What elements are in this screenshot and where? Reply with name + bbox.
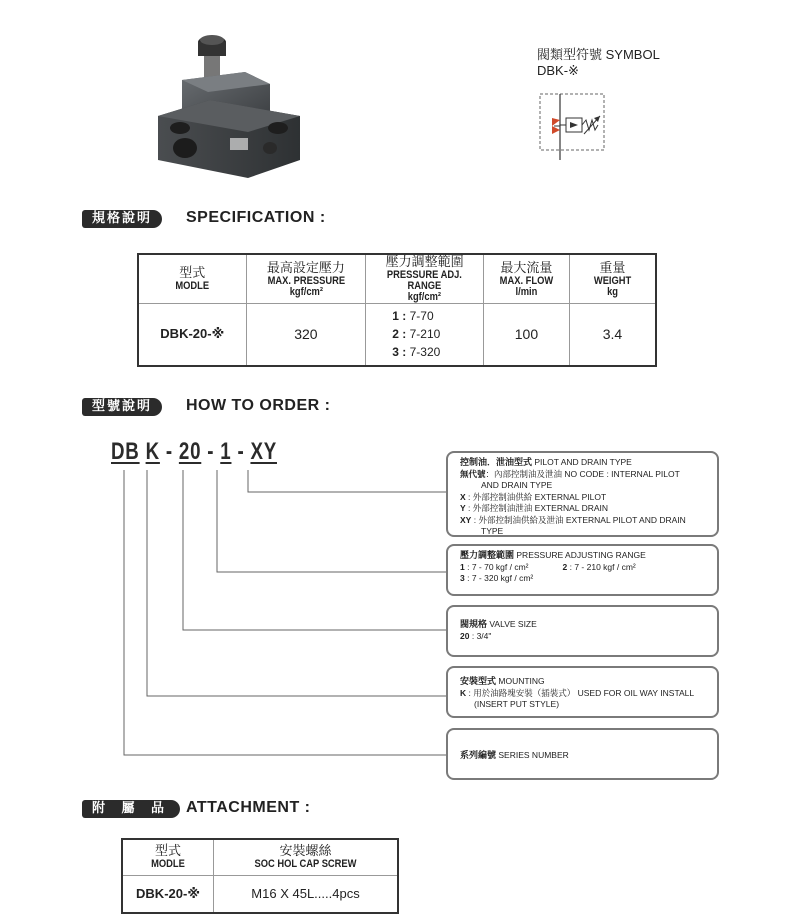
spec-range-2: 2 : 7-210 (392, 327, 441, 342)
pressure-range-box: 壓力調整範圍 PRESSURE ADJUSTING RANGE 1 : 7 - 70 kgf / cm² 2 : 7 - 210 kgf / cm² 3 : 7 - 320 kgf / cm² (446, 544, 719, 596)
pressure-line-1-2: 1 : 7 - 70 kgf / cm² 2 : 7 - 210 kgf / cm² (460, 561, 636, 572)
spec-range-3: 3 : 7-320 (392, 345, 441, 360)
spec-weight: 3.4 (569, 304, 656, 366)
spec-header-model: 型式 MODLE (138, 254, 246, 304)
spec-header-row (138, 254, 656, 304)
code-part-pilot: XY (250, 438, 277, 465)
pilot-line-nocode: 無代號：內部控制油及泄油 NO CODE : INTERNAL PILOT (460, 468, 680, 479)
valve-size-box: 閥規格 VALVE SIZE 20 : 3/4" (446, 605, 719, 657)
spec-data-row (138, 304, 656, 366)
attachment-data-row (122, 875, 398, 913)
pilot-line-x: X : 外部控制油供給 EXTERNAL PILOT (460, 491, 607, 502)
valve-product-image (150, 20, 310, 185)
attach-header-model: 型式 MODLE (122, 839, 214, 875)
pilot-line-y: Y : 外部控制油泄油 EXTERNAL DRAIN (460, 503, 609, 513)
spec-header-range: 壓力調整範圍 PRESSURE ADJ. RANGE kgf/cm² (366, 254, 484, 304)
spec-header-pressure: 最高設定壓力 MAX. PRESSURE kgf/cm² (246, 254, 366, 304)
spec-badge: 規格說明 (82, 210, 162, 228)
attachment-table (121, 838, 399, 914)
code-part-mounting: K (145, 438, 160, 465)
attachment-header-row (122, 839, 398, 875)
series-box: 系列編號 SERIES NUMBER (446, 728, 719, 780)
attachment-title: ATTACHMENT : (186, 799, 311, 816)
attach-header-screw: 安裝螺絲 SOC HOL CAP SCREW (214, 839, 399, 875)
spec-range-list (366, 304, 484, 366)
code-part-series: DB (111, 438, 140, 465)
symbol-heading: 閥類型符號 SYMBOL (537, 47, 660, 62)
code-part-size: 20 (178, 438, 202, 465)
spec-range-1: 1 : 7-70 (392, 309, 434, 324)
order-code: DB K - 20 - 1 - XY (111, 438, 277, 465)
specification-table (137, 253, 657, 367)
attach-screw: M16 X 45L.....4pcs (214, 875, 399, 913)
pilot-line-xy-cont: TYPE (481, 526, 504, 536)
attach-model: DBK-20-※ (122, 875, 214, 913)
attachment-badge: 附 屬 品 (82, 800, 180, 818)
mounting-box: 安裝型式 MOUNTING K : 用於油路塊安裝（插裝式） USED FOR OIL WAY INSTALL (INSERT PUT STYLE) (446, 666, 719, 718)
spec-header-flow: 最大流量 MAX. FLOW l/min (484, 254, 570, 304)
order-badge: 型號說明 (82, 398, 162, 416)
pressure-line-3: 3 : 7 - 320 kgf / cm² (460, 573, 534, 583)
spec-model: DBK-20-※ (138, 304, 246, 366)
pilot-line-nocode-cont: AND DRAIN TYPE (481, 480, 553, 490)
hydraulic-symbol-diagram (530, 90, 610, 162)
spec-title: SPECIFICATION : (186, 209, 326, 226)
spec-header-weight: 重量 WEIGHT kg (569, 254, 656, 304)
order-title: HOW TO ORDER : (186, 397, 331, 414)
pilot-drain-box: 控制油．泄油型式 PILOT AND DRAIN TYPE 無代號：內部控制油及泄油 NO CODE : INTERNAL PILOT AND DRAIN TYPE X : 外部控制油供給 EXTERNAL PILOT Y : 外部控制油泄油 EXTERNAL DRAIN XY : 外部控制油供給及泄油 EXTERNAL PILOT AND DRAIN TYPE (446, 451, 719, 537)
spec-max-flow: 100 (484, 304, 570, 366)
code-part-pressure: 1 (220, 438, 232, 465)
symbol-model: DBK-※ (537, 63, 579, 78)
spec-max-pressure: 320 (246, 304, 366, 366)
symbol-title (537, 47, 660, 79)
pilot-line-xy: XY : 外部控制油供給及泄油 EXTERNAL PILOT AND DRAIN (460, 514, 686, 525)
